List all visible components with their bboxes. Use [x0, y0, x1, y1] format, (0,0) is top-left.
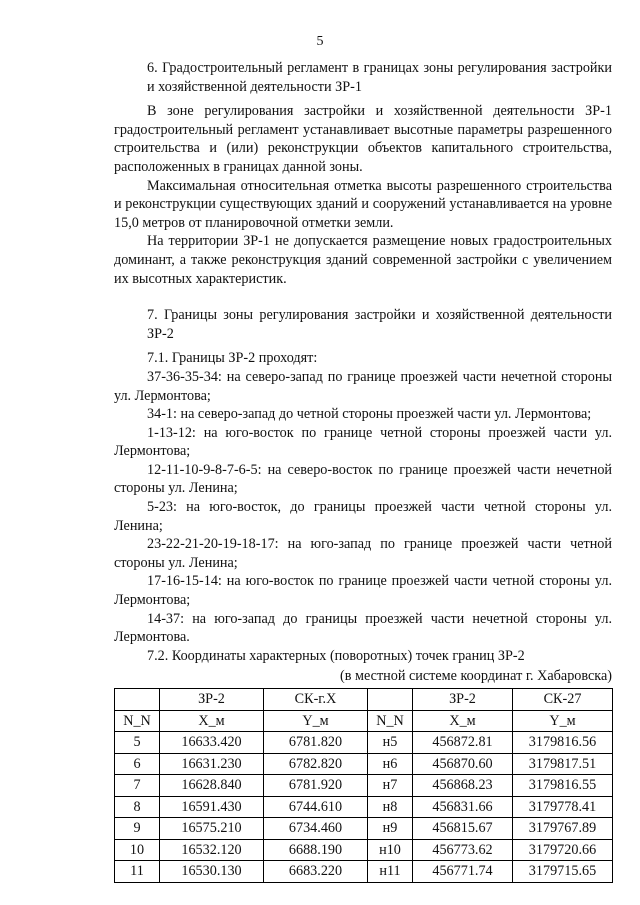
table-cell: 6744.610: [264, 796, 368, 818]
table-cell: 456872.81: [413, 732, 513, 754]
paragraph: 14-37: на юго-запад до границы проезжей части нечетной стороны ул. Лермонтова.: [114, 610, 612, 646]
table-cell: 6688.190: [264, 839, 368, 861]
paragraph: 7.1. Границы ЗР-2 проходят:: [147, 350, 318, 367]
table-cell: н11: [368, 861, 413, 883]
table-cell: 6: [115, 753, 160, 775]
table-row: [115, 818, 613, 840]
table-cell: н8: [368, 796, 413, 818]
table-cell: 16631.230: [160, 753, 264, 775]
paragraph: 5-23: на юго-восток, до границы проезжей части четной стороны ул. Ленина;: [114, 499, 612, 534]
paragraph: 37-36-35-34: на северо-запад по границе проезжей части нечетной стороны ул. Лермонтова;: [114, 368, 612, 404]
table-header-cell: Y_м: [264, 710, 368, 732]
table-cell: 16591.430: [160, 796, 264, 818]
table-row: [115, 753, 613, 775]
table-header-cell: X_м: [413, 710, 513, 732]
table-header-cell: СК-27: [513, 689, 613, 711]
table-header-cell: [368, 689, 413, 711]
table-cell: 3179816.55: [513, 775, 613, 797]
table-cell: 16628.840: [160, 775, 264, 797]
table-cell: н7: [368, 775, 413, 797]
table-cell: 16530.130: [160, 861, 264, 883]
table-row: [115, 861, 613, 883]
table-header-cell: Y_м: [513, 710, 613, 732]
table-cell: 11: [115, 861, 160, 883]
paragraph: 34-1: на северо-запад до четной стороны проезжей части ул. Лермонтова;: [147, 406, 592, 423]
table-cell: н6: [368, 753, 413, 775]
table-cell: 6781.920: [264, 775, 368, 797]
table-header-row: [115, 710, 613, 732]
page-number: 5: [316, 34, 324, 49]
table-cell: 6781.820: [264, 732, 368, 754]
table-cell: 16532.120: [160, 839, 264, 861]
table-cell: 3179817.51: [513, 753, 613, 775]
table-row: [115, 839, 613, 861]
table-cell: 3179720.66: [513, 839, 613, 861]
table-cell: н10: [368, 839, 413, 861]
table-row: [115, 796, 613, 818]
table-header-cell: [115, 689, 160, 711]
paragraph: В зоне регулирования застройки и хозяйственной деятельности ЗР-1 градостроительный регламент устанавливает высотные параметры разрешенного строительства и (или) реконструкции объектов капитального строительства, расположенных в границах данной зоны.: [114, 103, 612, 175]
table-header-cell: ЗР-2: [413, 689, 513, 711]
table-cell: 3179778.41: [513, 796, 613, 818]
table-header-cell: ЗР-2: [160, 689, 264, 711]
table-cell: 5: [115, 732, 160, 754]
paragraph: 12-11-10-9-8-7-6-5: на северо-восток по границе проезжей части нечетной стороны ул. Ленина;: [114, 461, 612, 497]
document-body: [114, 59, 612, 883]
table-cell: 456771.74: [413, 861, 513, 883]
table-cell: 6683.220: [264, 861, 368, 883]
coord-system-note: (в местной системе координат г. Хабаровска): [340, 668, 612, 685]
table-cell: 9: [115, 818, 160, 840]
section-6-heading: 6. Градостроительный регламент в границах зоны регулирования застройки и хозяйственной деятельности ЗР-1: [147, 60, 612, 95]
table-row: [115, 732, 613, 754]
paragraph: Максимальная относительная отметка высоты разрешенного строительства и реконструкции существующих зданий и сооружений устанавливается на уровне 15,0 метров от планировочной отметки земли.: [114, 177, 612, 231]
table-cell: 6734.460: [264, 818, 368, 840]
table-cell: 456773.62: [413, 839, 513, 861]
section-7-heading: 7. Границы зоны регулирования застройки и хозяйственной деятельности ЗР-2: [147, 307, 612, 342]
table-cell: н9: [368, 818, 413, 840]
table-cell: 456870.60: [413, 753, 513, 775]
paragraph: 17-16-15-14: на юго-восток по границе проезжей части четной стороны ул. Лермонтова;: [114, 573, 612, 609]
table-cell: 8: [115, 796, 160, 818]
table-cell: 6782.820: [264, 753, 368, 775]
table-header-cell: СК-г.X: [264, 689, 368, 711]
paragraph: 23-22-21-20-19-18-17: на юго-запад по границе проезжей части четной стороны ул. Ленина;: [114, 536, 612, 571]
table-cell: 456831.66: [413, 796, 513, 818]
table-header-row: [115, 689, 613, 711]
table-cell: 10: [115, 839, 160, 861]
table-cell: 7: [115, 775, 160, 797]
table-cell: 16575.210: [160, 818, 264, 840]
table-cell: 3179767.89: [513, 818, 613, 840]
table-cell: 456868.23: [413, 775, 513, 797]
table-header-cell: X_м: [160, 710, 264, 732]
table-cell: н5: [368, 732, 413, 754]
table-cell: 3179715.65: [513, 861, 613, 883]
paragraph: На территории ЗР-1 не допускается размещение новых градостроительных доминант, а также реконструкция зданий современной застройки с увеличением их высотных характеристик.: [114, 233, 612, 287]
table-cell: 16633.420: [160, 732, 264, 754]
paragraph: 1-13-12: на юго-восток по границе четной стороны проезжей части ул. Лермонтова;: [114, 424, 612, 460]
paragraph: 7.2. Координаты характерных (поворотных) точек границ ЗР-2: [147, 647, 525, 664]
table-cell: 3179816.56: [513, 732, 613, 754]
table-header-cell: N_N: [368, 710, 413, 732]
coordinates-table: [114, 688, 613, 883]
table-row: [115, 775, 613, 797]
table-header-cell: N_N: [115, 710, 160, 732]
table-cell: 456815.67: [413, 818, 513, 840]
